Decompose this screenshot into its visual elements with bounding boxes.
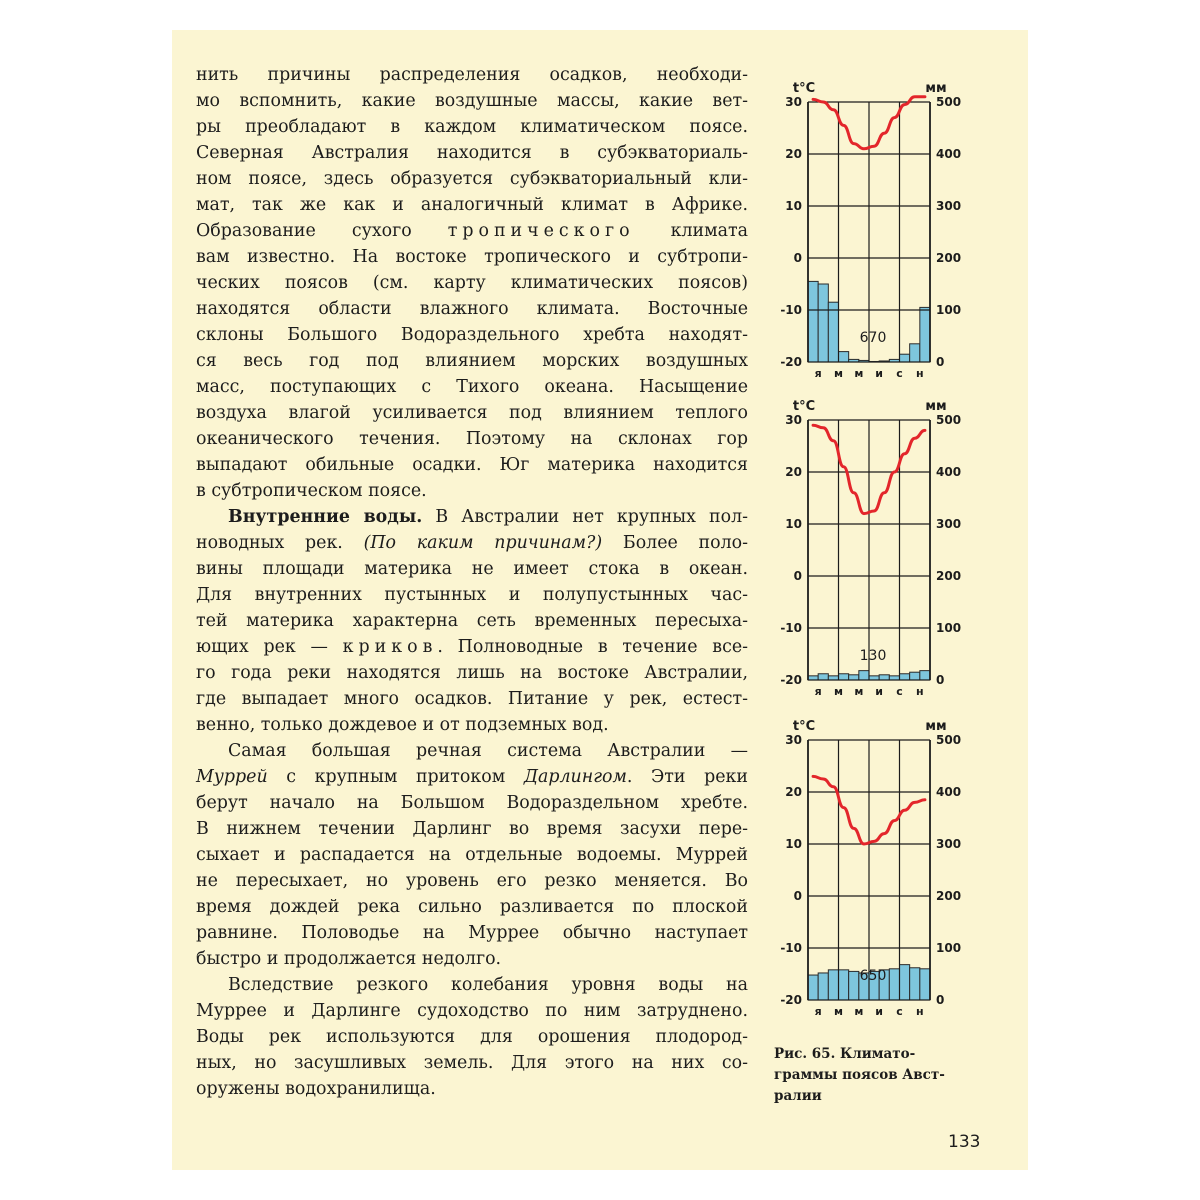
precipitation-bar [910,968,920,1000]
precipitation-bar [900,965,910,1000]
precipitation-tick-label: 500 [936,733,962,747]
text-line: склоны Большого Водораздельного хребта находят- [196,325,748,345]
month-label: м [834,1005,843,1018]
text-line: вины площади материка не имеет стока в океан. [196,559,748,579]
precipitation-tick-label: 100 [936,303,962,317]
text-line: сыхает и распадается на отдельные водоемы. Муррей [196,845,748,865]
annual-precipitation-label: 130 [859,648,887,664]
month-label: с [896,685,903,698]
text-line: время дождей река сильно разливается по плоской [196,897,748,917]
paragraph-2 [196,504,748,712]
temperature-tick-label: 20 [785,465,802,479]
precipitation-bar [818,284,828,362]
text-line: ческих поясов (см. карту климатических поясов) [196,273,748,293]
text-line: океанического течения. Поэтому на склонах гор [196,429,748,449]
text-line: где выпадает много осадков. Питание у рек, естест- [196,689,748,709]
caption-line: ралии [774,1088,822,1104]
climatogram-north [772,70,972,400]
text-line: ных, но засушливых земель. Для этого на них со- [196,1053,748,1073]
text-line: В нижнем течении Дарлинг во время засухи пере- [196,819,748,839]
precipitation-tick-label: 0 [936,993,945,1007]
precipitation-bar [828,970,838,1000]
precipitation-tick-label: 300 [936,837,962,851]
temperature-tick-label: 10 [785,199,802,213]
precipitation-tick-label: 300 [936,199,962,213]
precipitation-bar [818,674,828,680]
precipitation-axis-label: мм [925,719,947,734]
text-line: Северная Австралия находится в субэкваториаль- [196,143,748,163]
text-line: в субтропическом поясе. [196,481,427,501]
text-line: ры преобладают в каждом климатическом поясе. [196,117,748,137]
temperature-tick-label: 10 [785,837,802,851]
paragraph-4-end [196,1076,748,1102]
month-label: м [834,367,843,380]
precipitation-axis-label: мм [925,399,947,414]
paragraph-1-end [196,478,748,504]
month-label: и [875,367,884,380]
temperature-tick-label: -20 [780,673,802,687]
precipitation-tick-label: 200 [936,569,962,583]
precipitation-tick-label: 100 [936,941,962,955]
text-line: масс, поступающих с Тихого океана. Насыщение [196,377,748,397]
month-label: м [854,1005,864,1018]
month-label: н [916,685,924,698]
temperature-tick-label: -10 [780,621,802,635]
text-line: воздуха влагой усиливается под влиянием теплого [196,403,748,423]
text-line: мо вспомнить, какие воздушные массы, какие вет- [196,91,748,111]
climatogram-south [772,708,972,1038]
precipitation-bar [920,969,930,1000]
precipitation-bar [900,354,910,362]
climatogram-svg [772,70,972,400]
precipitation-bar [889,969,899,1000]
text-line: вам известно. На востоке тропического и субтропи- [196,247,748,267]
month-label: н [916,367,924,380]
precipitation-bar [900,674,910,680]
precipitation-bar [849,675,859,680]
precipitation-bar [910,672,920,680]
annual-precipitation-label: 670 [859,330,887,346]
text-line: Муррей с крупным притоком Дарлингом. Эти реки [196,767,748,787]
precipitation-tick-label: 100 [936,621,962,635]
paragraph-4 [196,972,748,1076]
precipitation-bar [828,302,838,362]
temperature-tick-label: 0 [793,889,802,903]
text-line: новодных рек. (По каким причинам?) Более поло- [196,533,748,553]
paragraph-2-end [196,712,748,738]
text-line: Самая большая речная система Австралии — [228,741,748,761]
temperature-tick-label: -20 [780,993,802,1007]
precipitation-tick-label: 500 [936,95,962,109]
precipitation-bar [920,671,930,680]
text-line: Образование сухого тропического климата [196,221,749,241]
annual-precipitation-label: 650 [859,968,887,984]
precipitation-bar [808,975,818,1000]
text-line: выпадают обильные осадки. Юг материка находится [196,455,748,475]
precipitation-bar [839,674,849,680]
text-line: тей материка характерна сеть временных пересыха- [196,611,748,631]
temperature-axis-label: t°C [792,81,816,96]
text-line: равнине. Половодье на Муррее обычно наступает [196,923,748,943]
temperature-tick-label: 30 [785,95,802,109]
precipitation-bar [808,281,818,362]
climatogram-svg [772,708,972,1038]
temperature-tick-label: 30 [785,733,802,747]
month-label: с [896,1005,903,1018]
text-line: го года реки находятся лишь на востоке Австралии, [196,663,748,683]
precipitation-bar [920,307,930,362]
paragraph-1 [196,62,748,478]
text-line: ся весь год под влиянием морских воздушных [196,351,748,371]
text-line: Воды рек используются для орошения плодород- [196,1027,748,1047]
month-label: я [814,685,822,698]
month-label: я [814,367,822,380]
temperature-axis-label: t°C [792,719,816,734]
text-line: Муррее и Дарлинге судоходство по ним затруднено. [196,1001,748,1021]
page-number: 133 [948,1132,981,1152]
temperature-tick-label: -20 [780,355,802,369]
paragraph-3-end [196,946,748,972]
caption-line: Рис. 65. Климато- [774,1046,916,1062]
precipitation-tick-label: 200 [936,889,962,903]
text-line: быстро и продолжается недолго. [196,949,502,969]
precipitation-tick-label: 500 [936,413,962,427]
precipitation-bar [839,352,849,362]
temperature-axis-label: t°C [792,399,816,414]
temperature-tick-label: -10 [780,941,802,955]
temperature-tick-label: 20 [785,785,802,799]
text-line: мат, так же как и аналогичный климат в Африке. [196,195,748,215]
month-label: и [875,685,884,698]
text-line: Для внутренних пустынных и полупустынных час- [196,585,748,605]
precipitation-tick-label: 0 [936,673,945,687]
month-label: и [875,1005,884,1018]
temperature-tick-label: 30 [785,413,802,427]
figure-caption [774,1044,974,1107]
month-label: я [814,1005,822,1018]
text-line: оружены водохранилища. [196,1079,436,1099]
month-label: м [834,685,843,698]
text-line: нить причины распределения осадков, необходи- [196,65,748,85]
precipitation-tick-label: 400 [936,785,962,799]
climatogram-interior [772,388,972,718]
precipitation-tick-label: 400 [936,465,962,479]
month-label: м [854,367,864,380]
precipitation-bar [879,675,889,680]
month-label: м [854,685,864,698]
temperature-tick-label: 0 [793,569,802,583]
temperature-tick-label: 20 [785,147,802,161]
caption-line: граммы поясов Авст- [774,1067,945,1083]
section-heading-line: Внутренние воды. В Австралии нет крупных пол- [228,507,748,527]
text-line: венно, только дождевое и от подземных вод. [196,715,609,735]
text-line: находятся области влажного климата. Восточные [196,299,748,319]
body-text [196,62,748,1102]
climatogram-svg [772,388,972,718]
precipitation-axis-label: мм [925,81,947,96]
precipitation-bar [910,344,920,362]
month-label: н [916,1005,924,1018]
temperature-tick-label: -10 [780,303,802,317]
text-line: не пересыхает, но уровень его резко меняется. Во [196,871,748,891]
month-label: с [896,367,903,380]
text-line: Вследствие резкого колебания уровня воды на [228,975,748,995]
precipitation-tick-label: 200 [936,251,962,265]
precipitation-bar [839,970,849,1000]
precipitation-tick-label: 300 [936,517,962,531]
precipitation-bar [849,971,859,1000]
text-line: берут начало на Большом Водораздельном хребте. [196,793,748,813]
book-page [172,30,1028,1170]
temperature-tick-label: 0 [793,251,802,265]
text-line: ном поясе, здесь образуется субэкваториальный кли- [196,169,748,189]
precipitation-bar [818,973,828,1000]
temperature-tick-label: 10 [785,517,802,531]
precipitation-tick-label: 400 [936,147,962,161]
text-line: ющих рек — криков. Полноводные в течение все- [196,637,748,657]
precipitation-bar [859,671,869,680]
precipitation-tick-label: 0 [936,355,945,369]
paragraph-3 [196,738,748,946]
